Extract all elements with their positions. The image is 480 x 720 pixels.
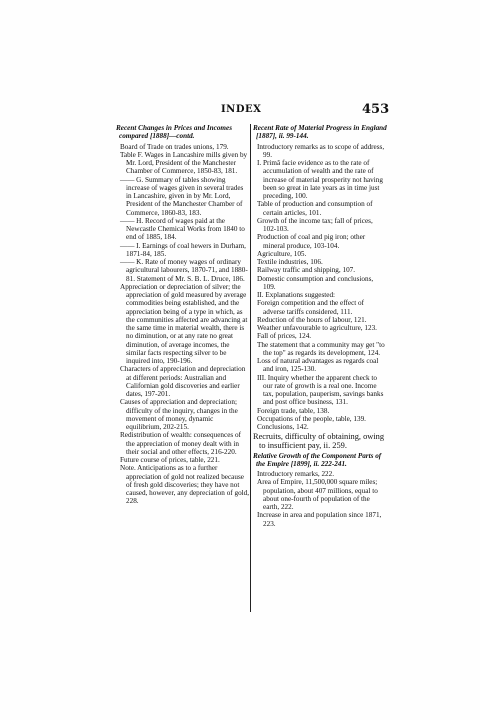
index-entry: Area of Empire, 11,500,000 square miles; population, about 407 millions, equal to about one-fourth of population of the earth, 222. bbox=[257, 478, 378, 512]
index-entry: Occupations of the people, table, 139. bbox=[257, 414, 366, 423]
index-entry: Introductory remarks, 222. bbox=[257, 470, 335, 479]
index-entry: Growth of the income tax; fall of prices, 102-103. bbox=[257, 216, 373, 233]
index-entry: Foreign trade, table, 138. bbox=[257, 406, 330, 415]
column-divider bbox=[250, 124, 251, 612]
index-entry: I. Primâ facie evidence as to the rate of accumulation of wealth and the rate of increase of material prosperity not having been so great in late years as in time just preceding, 100. bbox=[257, 159, 383, 200]
index-heading: Recent Changes in Prices and Incomes compared [1888]—contd. bbox=[116, 124, 233, 141]
index-entry: —— G. Summary of tables showing increase of wages given in several trades in Lancashire, given in by Mr. Lord, President of the Manchester Chamber of Commerce, 1860-83, 183. bbox=[120, 175, 244, 217]
index-entry: Note. Anticipations as to a further appreciation of gold not realized because of fresh gold discoveries; they have not caused, however, any depreciation of gold, 228. bbox=[120, 464, 250, 506]
index-entry: Appreciation or depreciation of silver; the appreciation of gold measured by average commodities being established, and the appreciation being of a type in which, as the communities affected are advancing at the same time in material wealth, there is no diminution, or at any rate no great diminution, of average incomes, the similar facts respecting silver to be inquired into, 190-196. bbox=[120, 282, 248, 365]
index-entry: Fall of prices, 124. bbox=[257, 332, 312, 341]
index-entry: Introductory remarks as to scope of address, 99. bbox=[257, 142, 385, 159]
index-entry: —— I. Earnings of coal hewers in Durham, 1871-84, 185. bbox=[120, 241, 246, 258]
index-entry: Future course of prices, table, 221. bbox=[120, 456, 220, 464]
index-entry: Recruits, difficulty of obtaining, owing to insufficient pay, ii. 259. bbox=[253, 432, 385, 451]
index-entry: III. Inquiry whether the apparent check to our rate of growth is a real one. Income tax, population, pauperism, savings banks and post office business, 131. bbox=[257, 373, 384, 407]
page-header bbox=[0, 102, 480, 122]
index-entry: Production of coal and pig iron; other mineral produce, 103-104. bbox=[257, 233, 366, 250]
index-entry: Causes of appreciation and depreciation; difficulty of the inquiry, changes in the movement of money, dynamic equilibrium, 202-215. bbox=[120, 398, 238, 431]
index-entry: Agriculture, 105. bbox=[257, 249, 307, 258]
index-entry: Conclusions, 142. bbox=[257, 423, 309, 431]
index-entry: Reduction of the hours of labour, 121. bbox=[257, 315, 367, 324]
index-entry: —— H. Record of wages paid at the Newcastle Chemical Works from 1840 to end of 1885, 184. bbox=[120, 216, 245, 242]
index-entry: The statement that a community may get "to the top" as regards its development, 124. bbox=[257, 340, 385, 357]
index-entry: —— K. Rate of money wages of ordinary agricultural labourers, 1870-71, and 1880-81. Statement of Mr. S. B. L. Druce, 186. bbox=[120, 258, 248, 283]
index-entry: Table F. Wages in Lancashire mills given by Mr. Lord, President of the Manchester Chamber of Commerce, 1850-83, 181. bbox=[120, 150, 248, 176]
right-column bbox=[253, 124, 387, 528]
index-entry: Redistribution of wealth: consequences of the appreciation of money dealt with in their social and other effects, 216-220. bbox=[120, 431, 241, 456]
index-entry: Foreign competition and the effect of adverse tariffs considered, 111. bbox=[257, 299, 365, 316]
index-heading: Relative Growth of the Component Parts of the Empire [1899], ii. 222-241. bbox=[253, 451, 382, 468]
index-entry: Characters of appreciation and depreciation at different periods: Australian and Californian gold discoveries and earlier dates, 197-201. bbox=[120, 365, 246, 398]
index-entry: Table of production and consumption of certain articles, 101. bbox=[257, 200, 373, 217]
left-column bbox=[116, 124, 250, 506]
index-entry: Textile industries, 106. bbox=[257, 258, 323, 266]
index-entry: Increase in area and population since 1871, 223. bbox=[257, 511, 382, 528]
index-entry: Railway traffic and shipping, 107. bbox=[257, 266, 356, 275]
page-number: 453 bbox=[362, 102, 390, 117]
index-entry: II. Explanations suggested: bbox=[257, 291, 336, 299]
index-heading: Recent Rate of Material Progress in England [1887], ii. 99-144. bbox=[253, 124, 387, 141]
index-entry: Board of Trade on trades unions, 179. bbox=[120, 142, 229, 151]
index-entry: Loss of natural advantages as regards coal and iron, 125-130. bbox=[257, 357, 379, 374]
index-entry: Domestic consumption and conclusions, 109. bbox=[257, 274, 374, 291]
running-title: INDEX bbox=[221, 104, 262, 115]
index-entry: Weather unfavourable to agriculture, 123. bbox=[257, 324, 377, 332]
